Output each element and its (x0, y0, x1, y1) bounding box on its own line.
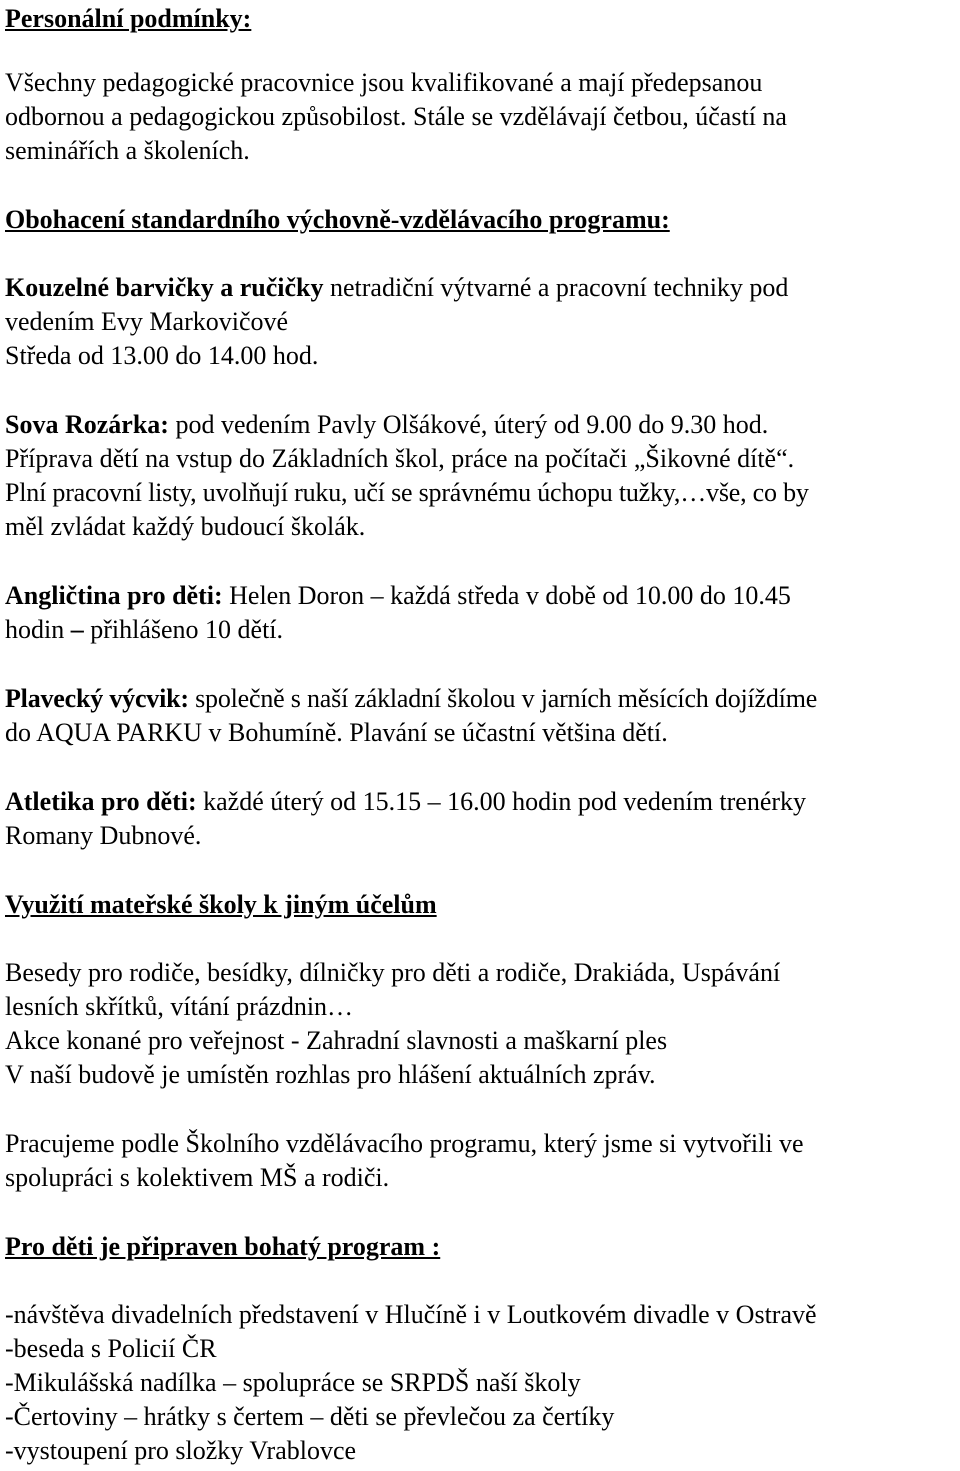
magic-colors-desc: netradiční výtvarné a pracovní techniky pod (323, 273, 789, 302)
paragraph-line: V naší budově je umístěn rozhlas pro hlášení aktuálních zpráv. (5, 1060, 656, 1089)
other-use-heading: Využití mateřské školy k jiným účelům (5, 890, 437, 919)
english-desc: Helen Doron – každá středa v době od 10.00 do 10.45 (222, 581, 791, 610)
program-item: -vystoupení pro složky Vrablovce (5, 1436, 357, 1465)
english-line-2 (5, 613, 283, 647)
personnel-heading: Personální podmínky: (5, 4, 252, 33)
swimming-desc: společně s naší základní školou v jarních měsících dojíždíme (188, 684, 818, 713)
athletics-desc: každé úterý od 15.15 – 16.00 hodin pod vedením trenérky (196, 787, 807, 816)
swimming-line (5, 682, 817, 716)
enrichment-heading: Obohacení standardního výchovně-vzdělávacího programu: (5, 205, 670, 234)
program-item: -Mikulášská nadílka – spolupráce se SRPDŠ naší školy (5, 1368, 581, 1397)
paragraph-line: Besedy pro rodiče, besídky, dílničky pro děti a rodiče, Drakiáda, Uspávání (5, 958, 781, 987)
english-title: Angličtina pro děti: (5, 581, 223, 610)
sova-desc: pod vedením Pavly Olšákové, úterý od 9.00 do 9.30 hod. (168, 410, 769, 439)
paragraph-line: vedením Evy Markovičové (5, 307, 289, 336)
program-item: -beseda s Policií ČR (5, 1334, 217, 1363)
english-dash: – (70, 615, 84, 644)
athletics-line (5, 785, 806, 819)
swimming-title: Plavecký výcvik: (5, 684, 189, 713)
english-line (5, 579, 791, 613)
sova-title: Sova Rozárka: (5, 410, 169, 439)
paragraph-line: Všechny pedagogické pracovnice jsou kvalifikované a mají předepsanou (5, 68, 763, 97)
paragraph-line: lesních skřítků, vítání prázdnin… (5, 992, 354, 1021)
magic-colors-title: Kouzelné barvičky a ručičky (5, 273, 324, 302)
paragraph-line: Akce konané pro veřejnost - Zahradní slavnosti a maškarní ples (5, 1026, 668, 1055)
program-item: -návštěva divadelních představení v Hlučíně i v Loutkovém divadle v Ostravě (5, 1300, 817, 1329)
paragraph-line: do AQUA PARKU v Bohumíně. Plavání se účastní většina dětí. (5, 718, 668, 747)
paragraph-line: Pracujeme podle Školního vzdělávacího programu, který jsme si vytvořili ve (5, 1129, 804, 1158)
paragraph-line: spolupráci s kolektivem MŠ a rodiči. (5, 1163, 390, 1192)
athletics-title: Atletika pro děti: (5, 787, 197, 816)
paragraph-line: Středa od 13.00 do 14.00 hod. (5, 341, 319, 370)
paragraph-line: seminářích a školeních. (5, 136, 250, 165)
program-heading: Pro děti je připraven bohatý program : (5, 1232, 441, 1261)
paragraph-line: odbornou a pedagogickou způsobilost. Stále se vzdělávají četbou, účastí na (5, 102, 787, 131)
paragraph-line: Příprava dětí na vstup do Základních škol, práce na počítači „Šikovné dítě“. (5, 444, 795, 473)
sova-line (5, 408, 768, 442)
english-hours-text: hodin (5, 615, 71, 644)
magic-colors-line (5, 271, 788, 305)
english-registered-text: přihlášeno 10 dětí. (83, 615, 284, 644)
paragraph-line: Plní pracovní listy, uvolňují ruku, učí se správnému úchopu tužky,…vše, co by (5, 478, 809, 507)
paragraph-line: Romany Dubnové. (5, 821, 202, 850)
paragraph-line: měl zvládat každý budoucí školák. (5, 512, 366, 541)
program-item: -Čertoviny – hrátky s čertem – děti se převlečou za čertíky (5, 1402, 615, 1431)
